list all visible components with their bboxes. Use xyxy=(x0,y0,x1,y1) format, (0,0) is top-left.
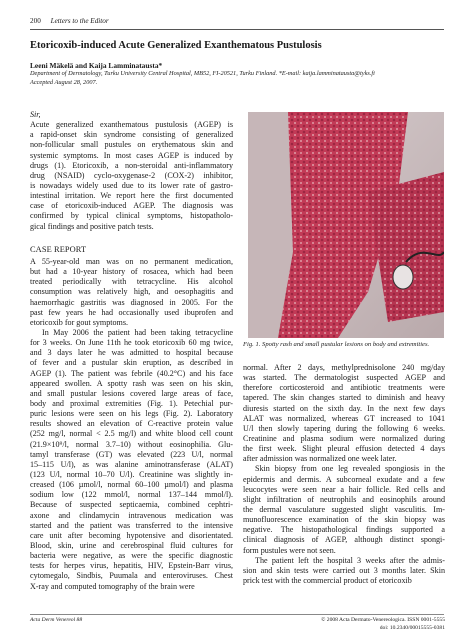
intro-paragraph xyxy=(30,120,233,232)
affiliation-block xyxy=(30,70,444,88)
text-line: sodium low (122 mmol/l, normal 137–144 mmol/l). xyxy=(30,490,233,500)
header-rule xyxy=(30,29,444,30)
text-line: treated periodically with tetracycline. His alcohol xyxy=(30,277,233,287)
footer-journal: Acta Derm Venereol 88 xyxy=(30,617,83,623)
text-line: intestinal irritation. We report here the first documented xyxy=(30,191,233,201)
text-line: clinical diagnosis of AGEP, although distinct spongi- xyxy=(243,535,445,545)
text-line: therefore corticosteroid and antibiotic treatments were xyxy=(243,383,445,393)
text-line: results showed an elevation of C-reactive protein value xyxy=(30,419,233,429)
text-line: puric lesions were seen on his legs (Fig. 2). Laboratory xyxy=(30,409,233,419)
text-line: drugs (1). Etoricoxib, a non-steroidal anti-inflammatory xyxy=(30,160,233,170)
text-line: the dermal vasculature suggested slight vasculitis. Im- xyxy=(243,504,445,514)
text-line: munofluorescence examination of the skin biopsy was xyxy=(243,515,445,525)
text-line: AGEP (1). The patient was febrile (40.2°C) and his face xyxy=(30,368,233,378)
running-header xyxy=(30,17,109,25)
text-line: Acute generalized exanthematous pustulosis (AGEP) is xyxy=(30,120,233,130)
text-line: (21.9×10⁹/l, normal 3.7–10) without eosinophilia. Glu- xyxy=(30,439,233,449)
text-line: after admission was normalized one week later. xyxy=(243,454,397,464)
text-line: 15–115 U/l), as was alanine aminotransferase (ALAT) xyxy=(30,459,233,469)
text-line: ALAT was normalized, whereas GT increased to 1041 xyxy=(243,413,445,423)
text-line: haemorrhagic gastritis was diagnosed in 2005. For the xyxy=(30,297,233,307)
text-line: care unit after becoming hypotensive and disorientated. xyxy=(30,530,233,540)
text-line: The patient left the hospital 3 weeks after the admis- xyxy=(255,555,445,565)
page-number: 200 xyxy=(30,17,41,25)
text-line: appeared swollen. A spotty rash was seen on his skin, xyxy=(30,378,233,388)
text-line: tests for herpes virus, hepatitis, HIV, Epstein-Barr virus, xyxy=(30,561,233,571)
text-line: A 55-year-old man was on no permanent medication, xyxy=(30,257,233,266)
footer-right xyxy=(300,617,445,632)
text-line: negative. The histopathological findings supported a xyxy=(243,525,445,535)
text-line: Because of suspected septicaemia, combined cephtri- xyxy=(30,500,233,510)
text-line: a rapid-onset skin syndrome consisting of generalized xyxy=(30,130,233,140)
section-heading: CASE REPORT xyxy=(30,245,87,254)
footer-rule xyxy=(30,614,444,615)
text-line: Skin biopsy from one leg revealed spongiosis in the xyxy=(255,464,445,474)
text-line: but had a 10-year history of rosacea, which had been xyxy=(30,267,233,277)
affiliation: Department of Dermatology, Turku University Central Hospital, MB52, FI-20521, Turku Finland. *E-mail: kaija.lamminatausta@tyks.fi xyxy=(30,70,375,77)
text-line: tamyl transferase (GT) was elevated (223 U/l, normal xyxy=(30,449,233,459)
text-line: form pustules were not seen. xyxy=(243,545,336,555)
footer-doi: doi: 10.2340/00015555-0381 xyxy=(379,624,445,631)
journal-section: Letters to the Editor xyxy=(50,17,109,25)
text-line: slight infiltration of neutrophils and eosinophils around xyxy=(243,494,445,504)
text-line: consumption was relatively high, and oesophagitis and xyxy=(30,287,233,297)
article-title: Etoricoxib-induced Acute Generalized Exanthematous Pustulosis xyxy=(30,40,322,51)
text-line: non-follicular small pustules on erythematous skin and xyxy=(30,140,233,150)
footer-copyright: © 2008 Acta Dermato-Venereologica. ISSN 0001-5555 xyxy=(321,617,445,623)
accepted-date: Accepted August 28, 2007. xyxy=(30,78,98,86)
text-line: creased (106 µmol/l, normal 60–100 µmol/l) and plasma xyxy=(30,480,233,490)
text-line: case of etoricoxib-induced AGEP. The diagnosis was xyxy=(30,201,233,211)
text-line: is nowadays widely used due to its lower rate of gastro- xyxy=(30,180,233,190)
text-line: drug (NSAID) cyclo-oxygenase-2 (COX-2) inhibitor, xyxy=(30,170,233,180)
text-line: and small pustular lesions covered large areas of face, xyxy=(30,388,233,398)
text-line: U/l then slowly tapering during the following 6 weeks. xyxy=(243,423,445,433)
text-line: of fever and a pustular skin eruption, as described in xyxy=(30,358,233,368)
text-line: Creatinine and plasma sodium were normalized during xyxy=(243,433,445,443)
text-line: tapered. The skin changes started to diminish and heavy xyxy=(243,393,445,403)
text-line: leucocytes were seen near a hair follicle. Red cells and xyxy=(243,484,445,494)
text-line: normal. After 2 days, methylprednisolone 240 mg/day xyxy=(243,363,445,372)
text-line: In May 2006 the patient had been taking tetracycline xyxy=(42,327,233,337)
text-line: was started. The dermatologist suspected AGEP and xyxy=(243,373,445,383)
text-line: X-ray and computed tomography of the brain were xyxy=(30,581,195,591)
case-report-text xyxy=(30,257,233,592)
text-line: sion and skin tests were carried out 3 months later. Skin xyxy=(243,565,445,575)
intro-column xyxy=(30,110,233,232)
text-line: past few years he had occasionally used ibuprofen and xyxy=(30,307,233,317)
text-line: cytomegalo, Sindbis, Puumala and enteroviruses. Chest xyxy=(30,571,233,581)
text-line: body and proximal extremities (Fig. 1). Petechial pur- xyxy=(30,398,233,408)
text-line: gical findings and positive patch tests. xyxy=(30,221,154,231)
text-line: started and the patient was transferred to the intensive xyxy=(30,520,233,530)
author-line: Leeni Mäkelä and Kaija Lamminatausta* xyxy=(30,61,163,70)
salutation: Sir, xyxy=(30,110,41,119)
text-line: diuresis started on the sixth day. In the next few days xyxy=(243,403,445,413)
text-line: axone and clindamycin intravenous medication was xyxy=(30,510,233,520)
text-line: Blood, skin, urine and cerebrospinal fluid cultures for xyxy=(30,540,233,550)
figure-caption: Fig. 1. Spotty rash and small pustular lesions on body and extremities. xyxy=(243,341,430,348)
text-line: (123 U/l, normal 10–70 U/l). Creatinine was slightly in- xyxy=(30,469,233,479)
text-line: etoricoxib for gout symptoms. xyxy=(30,317,129,327)
text-line: and 3 days later he was admitted to hospital because xyxy=(30,348,233,358)
text-line: (252 mg/l, normal < 2.5 mg/l) and white blood cell count xyxy=(30,429,233,439)
text-line: prick test with the commercial product of etoricoxib xyxy=(243,575,412,585)
text-line: epidermis and dermis. A subcorneal exudate and a few xyxy=(243,474,445,484)
clinical-photo xyxy=(248,112,444,338)
text-line: bacteria were negative, as were the specific diagnostic xyxy=(30,551,233,561)
skin-rash-photo-image xyxy=(248,112,444,338)
text-line: for 3 weeks. On June 11th he took etoricoxib 60 mg twice, xyxy=(30,338,233,348)
text-line: confirmed by typical clinical symptoms, histopatholo- xyxy=(30,211,233,221)
text-line: the first week. Slight pleural effusion detected 4 days xyxy=(243,444,445,454)
right-column-text xyxy=(243,363,445,586)
text-line: systemic symptoms. In most cases AGEP is induced by xyxy=(30,150,233,160)
